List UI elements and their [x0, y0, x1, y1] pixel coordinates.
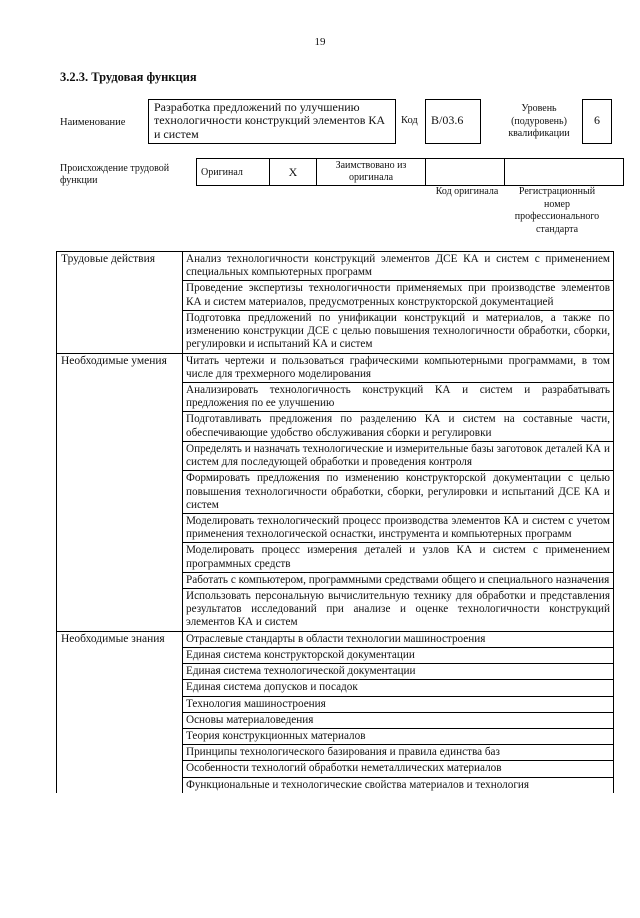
section-category: Необходимые умения	[57, 353, 183, 631]
section-item: Единая система конструкторской документации	[183, 647, 614, 663]
code-label: Код	[401, 115, 418, 126]
section-item: Анализировать технологичность конструкций КА и систем и разрабатывать предложения по ее улучшению	[183, 382, 614, 411]
reg-number-cell	[505, 159, 624, 186]
section-item: Работать с компьютером, программными средствами общего и специального назначения	[183, 572, 614, 588]
section-item: Единая система допусков и посадок	[183, 680, 614, 696]
origin-label: Происхождение трудовой функции	[60, 163, 170, 186]
section-item: Принципы технологического базирования и правила единства баз	[183, 745, 614, 761]
section-item: Моделировать процесс измерения деталей и узлов КА и систем с применением программных средств	[183, 543, 614, 572]
section-item: Функциональные и технологические свойства материалов и технология	[183, 777, 614, 793]
section-item: Отраслевые стандарты в области технологии машиностроения	[183, 631, 614, 647]
page-number: 19	[314, 36, 326, 48]
code-original-cell	[426, 159, 505, 186]
original-mark-cell: X	[270, 159, 317, 186]
section-title: 3.2.3. Трудовая функция	[60, 70, 197, 84]
section-item: Проведение экспертизы технологичности применяемых при производстве элементов КА и систем материалов, предусмотренных конструкторской документацией	[183, 281, 614, 310]
code-value-box: B/03.6	[425, 99, 481, 144]
section-item: Технология машиностроения	[183, 696, 614, 712]
section-item: Моделировать технологический процесс производства элементов КА и систем с учетом применения технологической оснастки, инструмента и компьютерных программ	[183, 513, 614, 542]
function-table	[56, 251, 614, 793]
table-row	[57, 631, 614, 647]
table-row	[57, 252, 614, 281]
name-label: Наименование	[60, 117, 126, 128]
section-item: Анализ технологичности конструкций элементов ДСЕ КА и систем с применением специальных компьютерных программ	[183, 252, 614, 281]
section-item: Особенности технологий обработки неметаллических материалов	[183, 761, 614, 777]
section-item: Читать чертежи и пользоваться графическими компьютерными программами, в том числе для трехмерного моделирования	[183, 353, 614, 382]
section-item: Подготовка предложений по унификации конструкций и материалов, а также по изменению конструкции ДСЕ с целью повышения технологичности обработки, сборки, регулировки и испытаний КА и систем	[183, 310, 614, 353]
reg-number-caption: Регистрационный номер профессионального стандарта	[514, 186, 600, 235]
table-row	[57, 353, 614, 382]
name-value-box: Разработка предложений по улучшению технологичности конструкций элементов КА и систем	[148, 99, 396, 144]
borrowed-label-cell: Заимствовано из оригинала	[317, 159, 426, 186]
section-item: Формировать предложения по изменению конструкторской документации с целью повышения технологичности обработки, сборки, регулировки и испытаний ДСЕ КА и систем	[183, 471, 614, 514]
section-category: Трудовые действия	[57, 252, 183, 354]
section-item: Основы материаловедения	[183, 712, 614, 728]
section-item: Теория конструкционных материалов	[183, 729, 614, 745]
level-label: Уровень (подуровень) квалификации	[508, 103, 570, 139]
section-item: Единая система технологической документации	[183, 664, 614, 680]
section-item: Определять и назначать технологические и измерительные базы заготовок деталей КА и систем для последующей обработки и проведения контроля	[183, 441, 614, 470]
section-item: Подготавливать предложения по разделению КА и систем на составные части, обеспечивающие удобство обслуживания сборки и регулировки	[183, 412, 614, 441]
original-label-cell: Оригинал	[197, 159, 270, 186]
section-category: Необходимые знания	[57, 631, 183, 793]
origin-table	[196, 158, 624, 186]
section-item: Использовать персональную вычислительную технику для обработки и представления результатов исследований при анализе и оценке технологичности конструкций элементов КА и систем	[183, 589, 614, 632]
code-original-caption: Код оригинала	[435, 186, 499, 197]
level-value-box: 6	[582, 99, 612, 144]
